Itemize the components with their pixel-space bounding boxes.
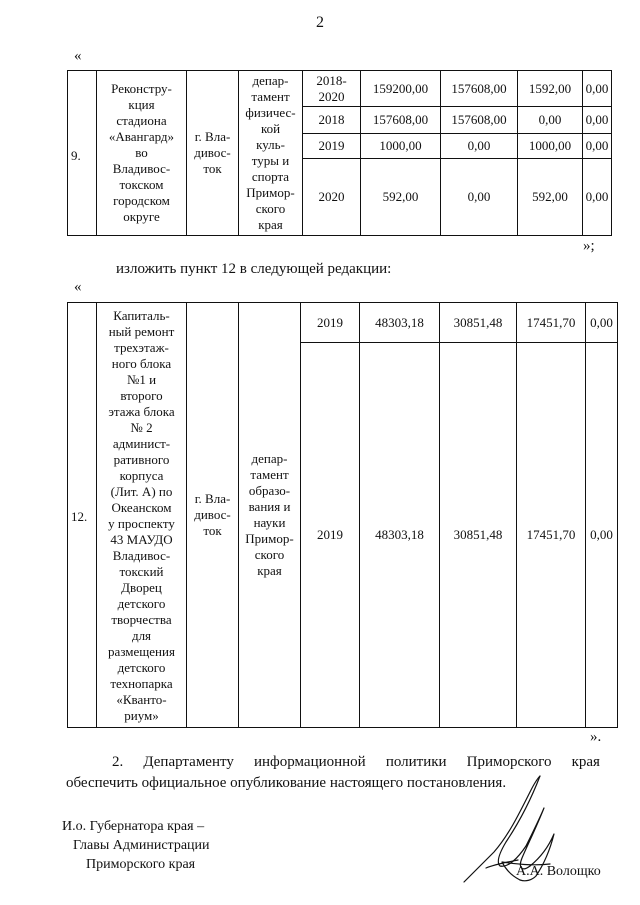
- signatory-title-line-2: Главы Администрации: [73, 838, 210, 853]
- amount-regional: 592,00: [518, 159, 583, 236]
- paragraph-word: информационной: [253, 754, 366, 770]
- amount-other: 0,00: [583, 107, 612, 134]
- amount-total: 157608,00: [361, 107, 441, 134]
- item-name: Реконстру- кция стадиона «Авангард» во Владивос- токском городском округе: [97, 71, 187, 236]
- table-item-9: [67, 70, 612, 236]
- year-cell: 2018: [303, 107, 361, 134]
- opening-quote: «: [74, 279, 82, 295]
- page-number: 2: [316, 14, 324, 31]
- paragraph-word: края: [571, 754, 600, 770]
- signatory-title-line-1: И.о. Губернатора края –: [62, 819, 205, 834]
- amount-other: 0,00: [583, 71, 612, 107]
- amount-federal: 0,00: [441, 159, 518, 236]
- year-cell: 2020: [303, 159, 361, 236]
- paragraph-word: 2.: [112, 754, 124, 770]
- amount-total: 48303,18: [360, 303, 440, 343]
- closing-quote: »;: [583, 238, 595, 254]
- amount-other: 0,00: [583, 134, 612, 159]
- year-cell: 2019: [303, 134, 361, 159]
- paragraph-word: политики: [385, 754, 447, 770]
- amount-regional: 1000,00: [518, 134, 583, 159]
- paragraph-2-line-1: [112, 751, 600, 773]
- year-cell: 2019: [301, 343, 360, 728]
- signatory-name: А.А. Волощко: [516, 864, 601, 879]
- paragraph-word: Приморского: [466, 754, 552, 770]
- item-department: депар- тамент образо- вания и науки Примор- ского края: [239, 303, 301, 728]
- item-department: депар- тамент физичес- кой куль- туры и спорта Примор- ского края: [239, 71, 303, 236]
- year-cell: 2018- 2020: [303, 71, 361, 107]
- table-item-12: [67, 302, 618, 728]
- paragraph-word: Департаменту: [143, 754, 234, 770]
- item-city: г. Вла- дивос- ток: [187, 71, 239, 236]
- amount-total: 48303,18: [360, 343, 440, 728]
- amount-federal: 157608,00: [441, 71, 518, 107]
- amount-regional: 1592,00: [518, 71, 583, 107]
- amount-total: 592,00: [361, 159, 441, 236]
- amount-federal: 30851,48: [440, 303, 517, 343]
- amount-other: 0,00: [583, 159, 612, 236]
- year-cell: 2019: [301, 303, 360, 343]
- signatory-title-line-3: Приморского края: [86, 857, 196, 872]
- amount-regional: 17451,70: [517, 343, 586, 728]
- closing-quote: ».: [590, 729, 602, 745]
- amount-total: 159200,00: [361, 71, 441, 107]
- amount-regional: 0,00: [518, 107, 583, 134]
- amount-federal: 30851,48: [440, 343, 517, 728]
- amount-regional: 17451,70: [517, 303, 586, 343]
- intro-text: изложить пункт 12 в следующей редакции:: [116, 261, 392, 277]
- amount-total: 1000,00: [361, 134, 441, 159]
- item-number: 9.: [68, 71, 97, 236]
- amount-other: 0,00: [586, 303, 618, 343]
- item-city: г. Вла- дивос- ток: [187, 303, 239, 728]
- paragraph-2-line-2: обеспечить официальное опубликование настоящего постановления.: [66, 775, 507, 791]
- opening-quote: «: [74, 48, 82, 64]
- item-name: Капиталь- ный ремонт трехэтаж- ного блока №1 и второго этажа блока № 2 админист- ративного корпуса (Лит. А) по Океанском у проспекту 43 МАУДО Владивос- токский Дворец детского творчества для размещения детского технопарка «Кванто- риум»: [97, 303, 187, 728]
- amount-federal: 157608,00: [441, 107, 518, 134]
- amount-other: 0,00: [586, 343, 618, 728]
- item-number: 12.: [68, 303, 97, 728]
- amount-federal: 0,00: [441, 134, 518, 159]
